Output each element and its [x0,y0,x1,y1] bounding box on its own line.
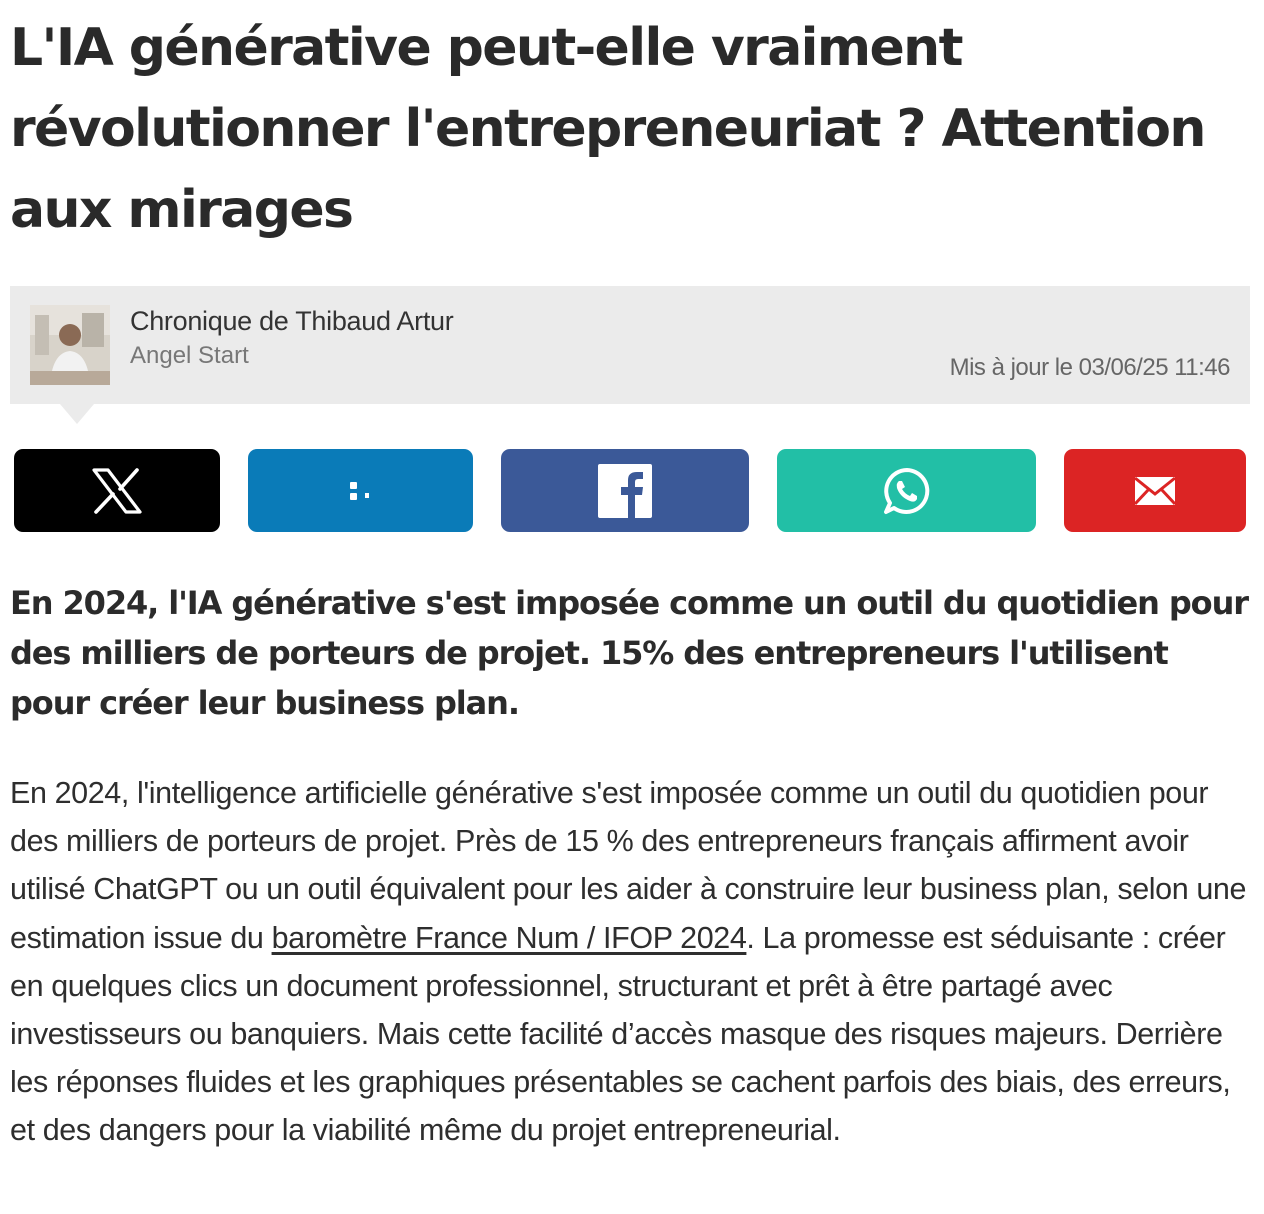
article-body-paragraph [10,769,1255,1155]
share-linkedin-button[interactable] [248,449,473,532]
whatsapp-icon [882,466,932,516]
share-whatsapp-button[interactable] [777,449,1036,532]
share-facebook-button[interactable] [501,449,749,532]
barometer-link[interactable]: baromètre France Num / IFOP 2024 [271,920,747,955]
share-x-button[interactable] [14,449,220,532]
author-avatar[interactable] [30,305,110,385]
facebook-icon [598,464,652,518]
avatar-photo-icon [30,305,110,385]
article-lead: En 2024, l'IA générative s'est imposée comme un outil du quotidien pour des milliers de porteurs de projet. 15% des entrepreneurs l'utilisent pour créer leur business plan. [10,584,1248,722]
linkedin-icon [349,480,373,502]
author-organization: Angel Start [130,342,249,369]
author-name[interactable]: Chronique de Thibaud Artur [130,306,454,336]
x-logo-icon [92,468,142,514]
update-timestamp: Mis à jour le 03/06/25 11:46 [949,354,1230,381]
share-email-button[interactable] [1064,449,1246,532]
envelope-icon [1134,476,1176,506]
body-text-after-link: . La promesse est séduisante : créer en quelques clics un document professionnel, structurant et prêt à être partagé avec investisseurs ou banquiers. Mais cette facilité d’accès masque des risques majeurs. Derrière les réponses fluides et les graphiques présentables se cachent parfois des biais, des erreurs, et des dangers pour la viabilité même du projet entrepreneurial. [10,920,1231,1148]
byline-pointer [60,404,94,424]
body-text-before-link: En 2024, l'intelligence artificielle générative s'est imposée comme un outil du quotidien pour des milliers de porteurs de projet. Près de 15 % des entrepreneurs français affirment avoir utilisé ChatGPT ou un outil équivalent pour les aider à construire leur business plan, selon une estimation issue du [10,776,1247,955]
author-byline [10,286,1250,404]
article-title: L'IA générative peut-elle vraiment révolutionner l'entrepreneuriat ? Attention aux mirages [10,18,1205,240]
